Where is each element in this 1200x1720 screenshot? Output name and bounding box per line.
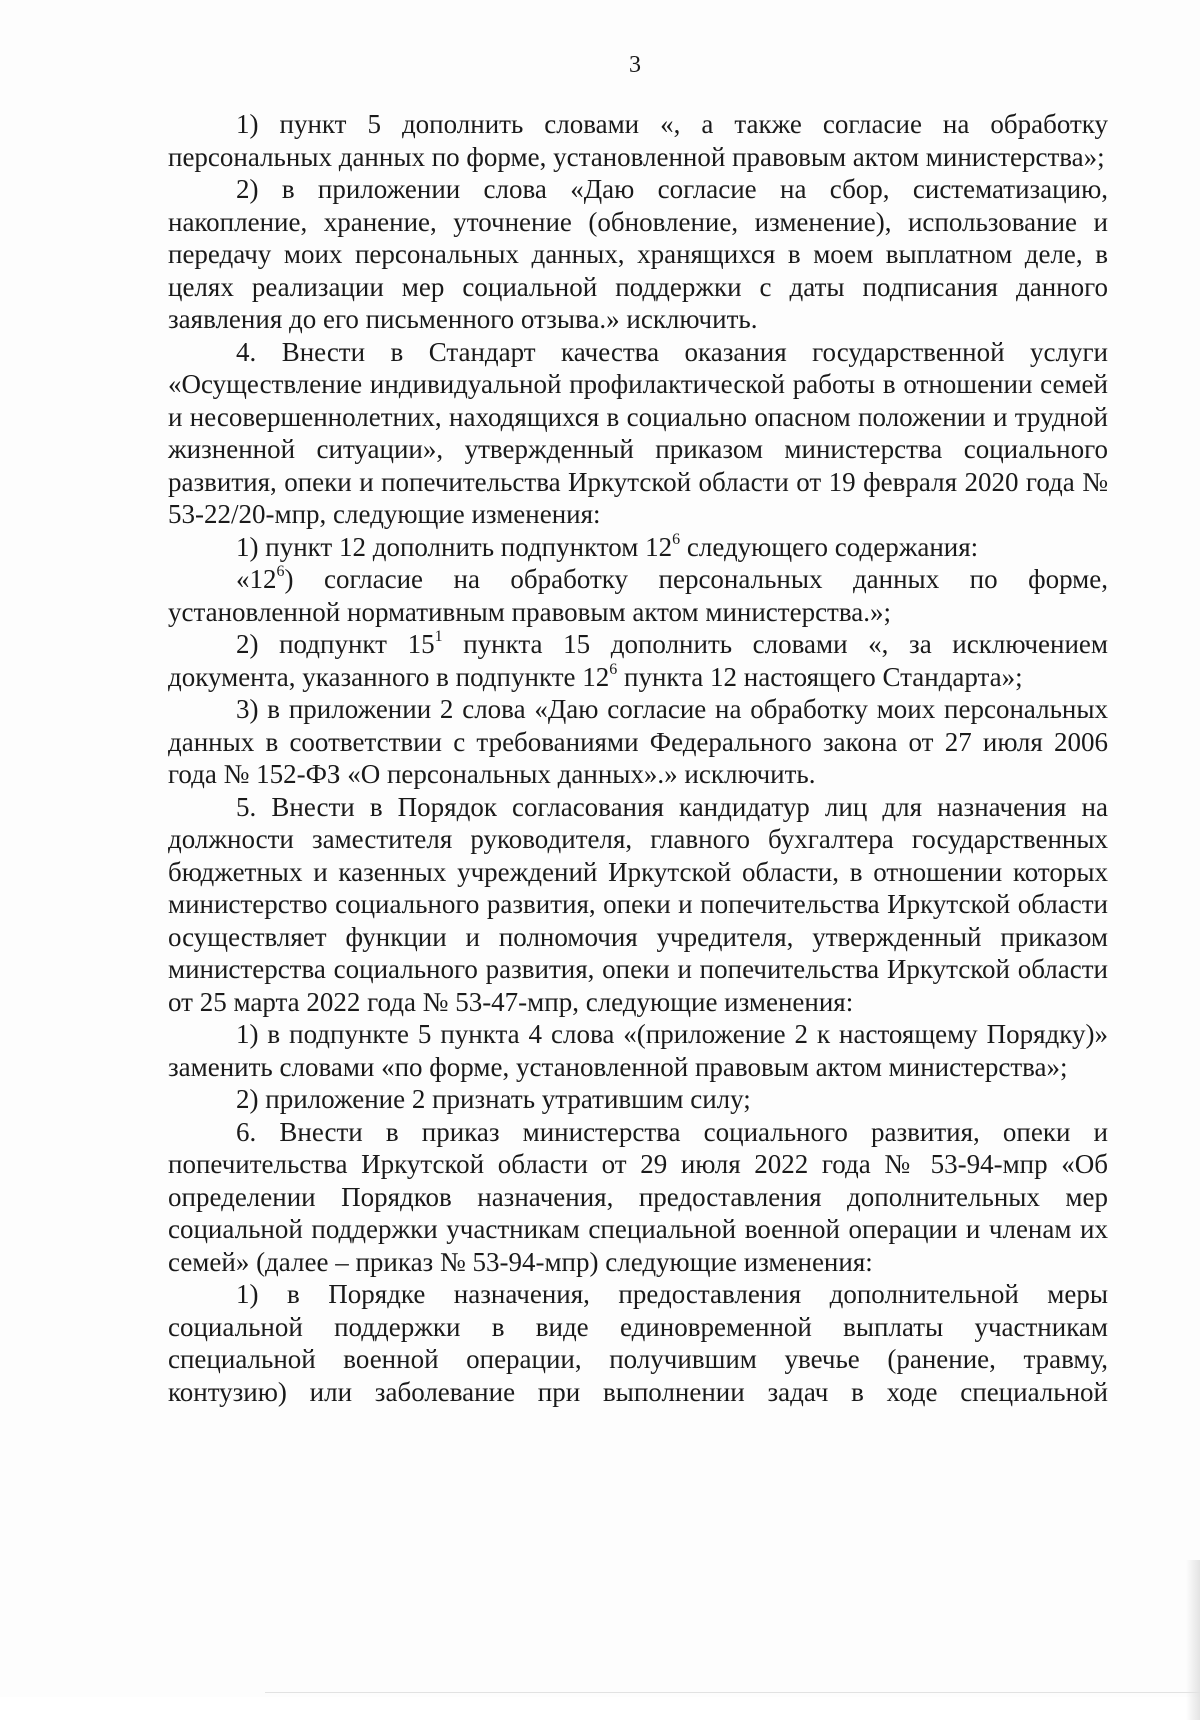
paragraph-4-text-b: следующего содержания: — [680, 531, 979, 562]
paragraph-3: 4. Внести в Стандарт качества оказания государственной услуги «Осуществление индивидуальной профилактической работы в отношении семей и несовершеннолетних, находящихся в социально опасном положении и трудной жизненной ситуации», утвержденный приказом министерства социального развития, опеки и попечительства Иркутской области от 19 февраля 2020 года № 53-22/20-мпр, следующие изменения: — [168, 336, 1108, 529]
page-number: 3 — [629, 52, 641, 78]
paragraph-6-text-b: пункта 15 дополнить словами «, за исключением документа, указанного в подпункте 12 — [168, 629, 1109, 692]
paragraph-4-superscript: 6 — [672, 530, 681, 548]
paragraph-4-text-a: 1) пункт 12 дополнить подпунктом 12 — [236, 531, 673, 562]
paragraph-10: 2) приложение 2 признать утратившим силу; — [236, 1084, 751, 1114]
paragraph-11: 6. Внести в приказ министерства социального развития, опеки и попечительства Иркутской области от 29 июля 2022 года № 53-94-мпр «Об определении Порядков назначения, предоставления дополнительных мер социальной поддержки участникам специальной военной операции и членам их семей» (далее – приказ № 53-94-мпр) следующие изменения: — [168, 1116, 1108, 1277]
paragraph-5-text-a: «12 — [236, 564, 277, 594]
paragraph-6-text-c: пункта 12 настоящего Стандарта»; — [617, 661, 1023, 692]
paragraph-5 — [168, 563, 1108, 628]
paragraph-6-text-a: 2) подпункт 15 — [236, 629, 435, 659]
scan-edge-shadow — [1186, 1560, 1200, 1720]
paragraph-8: 5. Внести в Порядок согласования кандидатур лиц для назначения на должности заместителя руководителя, главного бухгалтера государственных бюджетных и казенных учреждений Иркутской области, в отношении которых министерство социального развития, опеки и попечительства Иркутской области осуществляет функции и полномочия учредителя, утвержденный приказом министерства социального развития, опеки и попечительства Иркутской области от 25 марта 2022 года № 53-47-мпр, следующие изменения: — [168, 791, 1108, 1017]
paragraph-6-superscript-2: 6 — [609, 660, 618, 678]
paragraph-6 — [168, 628, 1108, 693]
paragraph-6-superscript-1: 1 — [434, 628, 443, 645]
scan-bottom-edge — [265, 1692, 1200, 1693]
paragraph-9: 1) в подпункте 5 пункта 4 слова «(приложение 2 к настоящему Порядку)» заменить словами «по форме, установленной правовым актом министерства»; — [168, 1019, 1108, 1082]
paragraph-5-text-b: ) согласие на обработку персональных данных по форме, установленной нормативным правовым актом министерства.»; — [168, 564, 1108, 627]
document-body — [168, 108, 1108, 1408]
paragraph-2: 2) в приложении слова «Даю согласие на сбор, систематизацию, накопление, хранение, уточнение (обновление, изменение), использование и передачу моих персональных данных, хранящихся в моем выплатном деле, в целях реализации мер социальной поддержки с даты подписания данного заявления до его письменного отзыва.» исключить. — [168, 174, 1108, 334]
paragraph-7: 3) в приложении 2 слова «Даю согласие на обработку моих персональных данных в соответствии с требованиями Федерального закона от 27 июля 2006 года № 152-ФЗ «О персональных данных».» исключить. — [168, 694, 1108, 789]
paragraph-5-superscript: 6 — [276, 563, 285, 580]
paragraph-4 — [168, 531, 1108, 564]
paragraph-12: 1) в Порядке назначения, предоставления дополнительной меры социальной поддержки в виде единовременной выплаты участникам специальной военной операции, получившим увечье (ранение, травму, контузию) или заболевание при выполнении задач в ходе специальной — [168, 1279, 1108, 1407]
paragraph-1: 1) пункт 5 дополнить словами «, а также согласие на обработку персональных данных по форме, установленной правовым актом министерства»; — [168, 109, 1108, 172]
